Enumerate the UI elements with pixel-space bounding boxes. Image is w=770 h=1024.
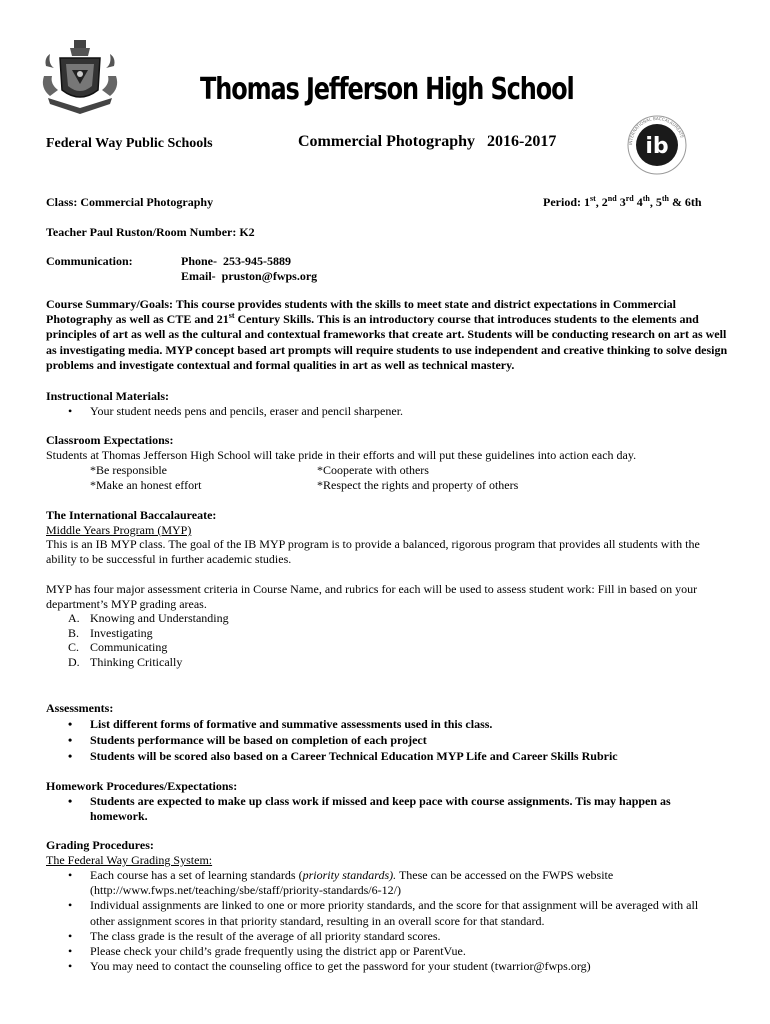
course-summary-sup: st xyxy=(228,311,235,321)
period-text: , 2 xyxy=(595,195,608,209)
period-sup: th xyxy=(661,194,669,203)
list-item-letter: B. xyxy=(68,625,80,640)
list-item-text: Students performance will be based on completion of each project xyxy=(90,733,427,747)
expectation-item: *Cooperate with others xyxy=(317,463,429,477)
expectation-item: *Make an honest effort xyxy=(90,478,202,492)
teacher-line: Teacher Paul Ruston/Room Number: K2 xyxy=(46,225,255,239)
list-item-text: The class grade is the result of the average of all priority standard scores. xyxy=(90,928,441,943)
instructional-materials-list xyxy=(64,404,724,419)
school-crest-logo xyxy=(40,36,120,116)
bullet-icon: • xyxy=(68,404,73,418)
ib-ring-text: INTERNATIONAL BACCALAUREATE xyxy=(627,115,685,146)
list-item-text: Communicating xyxy=(90,640,168,655)
list-item xyxy=(64,944,724,959)
myp-criteria-paragraph: MYP has four major assessment criteria in Course Name, and rubrics for each will be used to assess student work: Fill in based on your department’s MYP grading areas. xyxy=(46,582,698,611)
list-item-letter: A. xyxy=(68,611,80,625)
course-summary-text: Course Summary/Goals: This course provides students with the skills to meet state and district expectations in Commercial Photography as well as CTE and 21 xyxy=(46,297,676,327)
list-item-text: Knowing and Understanding xyxy=(90,611,229,625)
list-item-text: List different forms of formative and summative assessments used in this class. xyxy=(90,717,493,731)
bullet-icon: • xyxy=(68,794,73,808)
course-summary xyxy=(46,297,728,373)
list-item-text: Thinking Critically xyxy=(90,654,183,669)
grading-heading: Grading Procedures: xyxy=(46,838,154,852)
class-line: Class: Commercial Photography xyxy=(46,195,214,209)
expectation-item: *Respect the rights and property of others xyxy=(317,478,519,492)
ib-logo xyxy=(626,114,688,176)
course-summary-text: Century Skills. This is an introductory course that introduces students to the elements and principles of art as well as the cultural and contextual frameworks that create art. Students will be conducting research on art as well as investigating media. MYP concept based art prompts will require students to use independent and creative thinking to solve design problems and investigate contextual and formal qualities in art as well as technical mastery. xyxy=(46,312,728,372)
classroom-expectations-intro: Students at Thomas Jefferson High School will take pride in their efforts and will put these guidelines into action each day. xyxy=(46,448,637,462)
district-name: Federal Way Public Schools xyxy=(46,136,213,151)
communication-label: Communication: xyxy=(46,254,133,268)
assessments-list xyxy=(64,716,724,764)
list-item xyxy=(64,716,724,732)
period-sup: nd xyxy=(607,194,617,203)
period-sup: st xyxy=(590,194,596,203)
ib-paragraph: This is an IB MYP class. The goal of the IB MYP program is to provide a balanced, rigorous program that provides all students with the ability to be successful in further academic studies. xyxy=(46,537,700,566)
list-item xyxy=(64,732,724,748)
phone-line: Phone- 253-945-5889 xyxy=(181,254,291,268)
list-item xyxy=(64,898,724,928)
period-sup: th xyxy=(642,194,650,203)
homework-list xyxy=(64,794,724,824)
ib-logo-text: ib xyxy=(645,134,669,159)
bullet-icon: • xyxy=(68,733,73,747)
ib-heading: The International Baccalaureate: xyxy=(46,508,217,522)
list-item xyxy=(64,929,724,944)
classroom-expectations-heading: Classroom Expectations: xyxy=(46,433,174,447)
list-item-text: Investigating xyxy=(90,625,153,640)
list-item-text: Please check your child’s grade frequently using the district app or ParentVue. xyxy=(90,944,466,959)
list-item xyxy=(64,404,724,419)
homework-heading: Homework Procedures/Expectations: xyxy=(46,779,238,793)
list-item-text: Each course has a set of learning standards ( xyxy=(90,868,303,882)
list-item xyxy=(64,794,724,824)
email-line: Email- pruston@fwps.org xyxy=(181,269,318,283)
period-line xyxy=(543,195,702,210)
course-title: Commercial Photography 2016-2017 xyxy=(298,133,557,150)
list-item-emphasis: priority standards). xyxy=(302,868,397,882)
list-item xyxy=(64,748,724,764)
bullet-icon: • xyxy=(68,749,73,763)
list-item-letter: D. xyxy=(68,654,80,669)
assessments-heading: Assessments: xyxy=(46,701,114,715)
expectation-item: *Be responsible xyxy=(90,463,167,477)
bullet-icon: • xyxy=(68,898,73,913)
list-item-text: Students will be scored also based on a Career Technical Education MYP Life and Career Skills Rubric xyxy=(90,749,618,763)
list-item-text: These can be accessed on the FWPS website (http://www.fwps.net/teaching/sbe/staff/priority-standards/6-12/) xyxy=(90,868,614,898)
list-item xyxy=(68,640,229,655)
list-item-text: Individual assignments are linked to one or more priority standards, and the score for that assignment will be averaged with all other assignment scores in that priority standard, resulting in an overall score for that standard. xyxy=(90,898,699,928)
myp-subheading: Middle Years Program (MYP) xyxy=(46,523,192,537)
list-item-text: Students are expected to make up class work if missed and keep pace with course assignments. Tis may happen as homework. xyxy=(90,794,671,823)
list-item xyxy=(68,626,229,641)
list-item xyxy=(68,611,229,626)
bullet-icon: • xyxy=(68,868,73,882)
period-text: & 6th xyxy=(668,195,702,209)
school-title: Thomas Jefferson High School xyxy=(200,72,574,107)
bullet-icon: • xyxy=(68,717,73,731)
list-item-text: Your student needs pens and pencils, eraser and pencil sharpener. xyxy=(90,404,404,418)
period-text: Period: 1 xyxy=(543,195,590,209)
bullet-icon: • xyxy=(68,959,73,974)
grading-list xyxy=(64,868,724,974)
list-item xyxy=(64,868,724,898)
grading-subheading: The Federal Way Grading System: xyxy=(46,853,213,867)
period-sup: rd xyxy=(625,194,634,203)
instructional-materials-heading: Instructional Materials: xyxy=(46,389,169,403)
list-item-letter: C. xyxy=(68,640,80,655)
list-item xyxy=(68,655,229,670)
list-item-text: You may need to contact the counseling office to get the password for your student (twarrior@fwps.org) xyxy=(90,959,591,974)
bullet-icon: • xyxy=(68,928,73,943)
myp-criteria-list xyxy=(68,611,229,669)
bullet-icon: • xyxy=(68,944,73,959)
period-text: , 5 xyxy=(649,195,662,209)
period-text: 3 xyxy=(616,195,626,209)
list-item xyxy=(64,959,724,974)
period-text: 4 xyxy=(633,195,643,209)
